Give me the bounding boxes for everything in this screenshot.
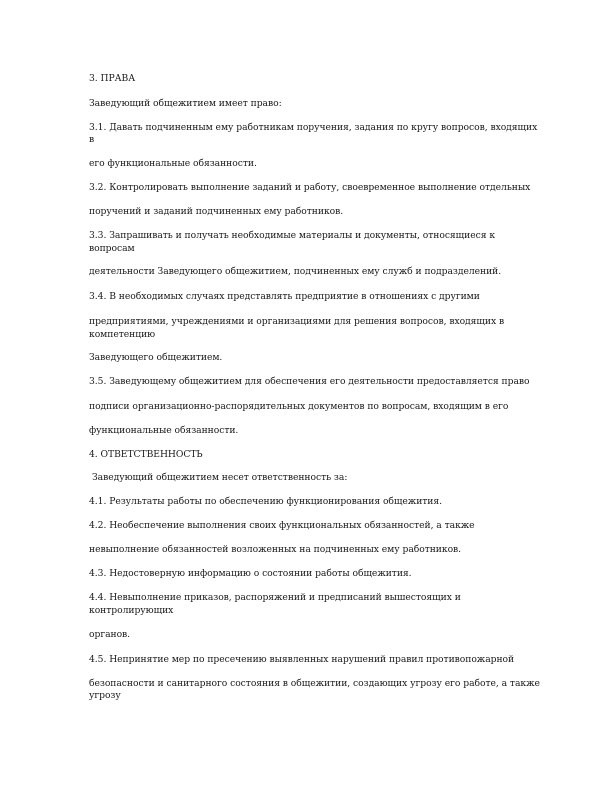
paragraph-line: 4.4. Невыполнение приказов, распоряжений и предписаний вышестоящих и <box>89 592 461 603</box>
paragraph-line: в <box>89 134 95 145</box>
section-3-intro: Заведующий общежитием имеет право: <box>89 98 282 109</box>
section-3-heading: 3. ПРАВА <box>89 73 136 84</box>
paragraph-line: 4.3. Недостоверную информацию о состоянии работы общежития. <box>89 568 412 579</box>
paragraph-line: 3.4. В необходимых случаях представлять предприятие в отношениях с другими <box>89 291 480 302</box>
section-4-intro: Заведующий общежитием несет ответственность за: <box>92 472 348 483</box>
section-4-heading: 4. ОТВЕТСТВЕННОСТЬ <box>89 449 203 460</box>
paragraph-line: 3.1. Давать подчиненным ему работникам поручения, задания по кругу вопросов, входящих <box>89 122 538 133</box>
paragraph-line: 3.3. Запрашивать и получать необходимые материалы и документы, относящиеся к <box>89 230 496 241</box>
paragraph-line: поручений и заданий подчиненных ему работников. <box>89 206 344 217</box>
paragraph-line: безопасности и санитарного состояния в общежитии, создающих угрозу его работе, а также <box>89 678 540 689</box>
paragraph-line: деятельности Заведующего общежитием, подчиненных ему служб и подразделений. <box>89 266 502 277</box>
paragraph-line: органов. <box>89 629 131 640</box>
paragraph-line: невыполнение обязанностей возложенных на подчиненных ему работников. <box>89 544 462 555</box>
paragraph-line: 4.2. Необеспечение выполнения своих функциональных обязанностей, а также <box>89 520 475 531</box>
paragraph-line: подписи организационно-распорядительных документов по вопросам, входящим в его <box>89 401 509 412</box>
paragraph-line: угрозу <box>89 690 121 701</box>
paragraph-line: вопросам <box>89 243 135 254</box>
paragraph-line: функциональные обязанности. <box>89 425 239 436</box>
paragraph-line: 4.1. Результаты работы по обеспечению функционирования общежития. <box>89 496 442 507</box>
paragraph-line: его функциональные обязанности. <box>89 158 257 169</box>
paragraph-line: 4.5. Непринятие мер по пресечению выявленных нарушений правил противопожарной <box>89 654 515 665</box>
paragraph-line: предприятиями, учреждениями и организациями для решения вопросов, входящих в <box>89 316 505 327</box>
paragraph-line: Заведующего общежитием. <box>89 352 223 363</box>
paragraph-line: 3.5. Заведующему общежитием для обеспечения его деятельности предоставляется право <box>89 376 530 387</box>
paragraph-line: контролирующих <box>89 605 174 616</box>
paragraph-line: 3.2. Контролировать выполнение заданий и работу, своевременное выполнение отдельных <box>89 182 531 193</box>
paragraph-line: компетенцию <box>89 329 156 340</box>
